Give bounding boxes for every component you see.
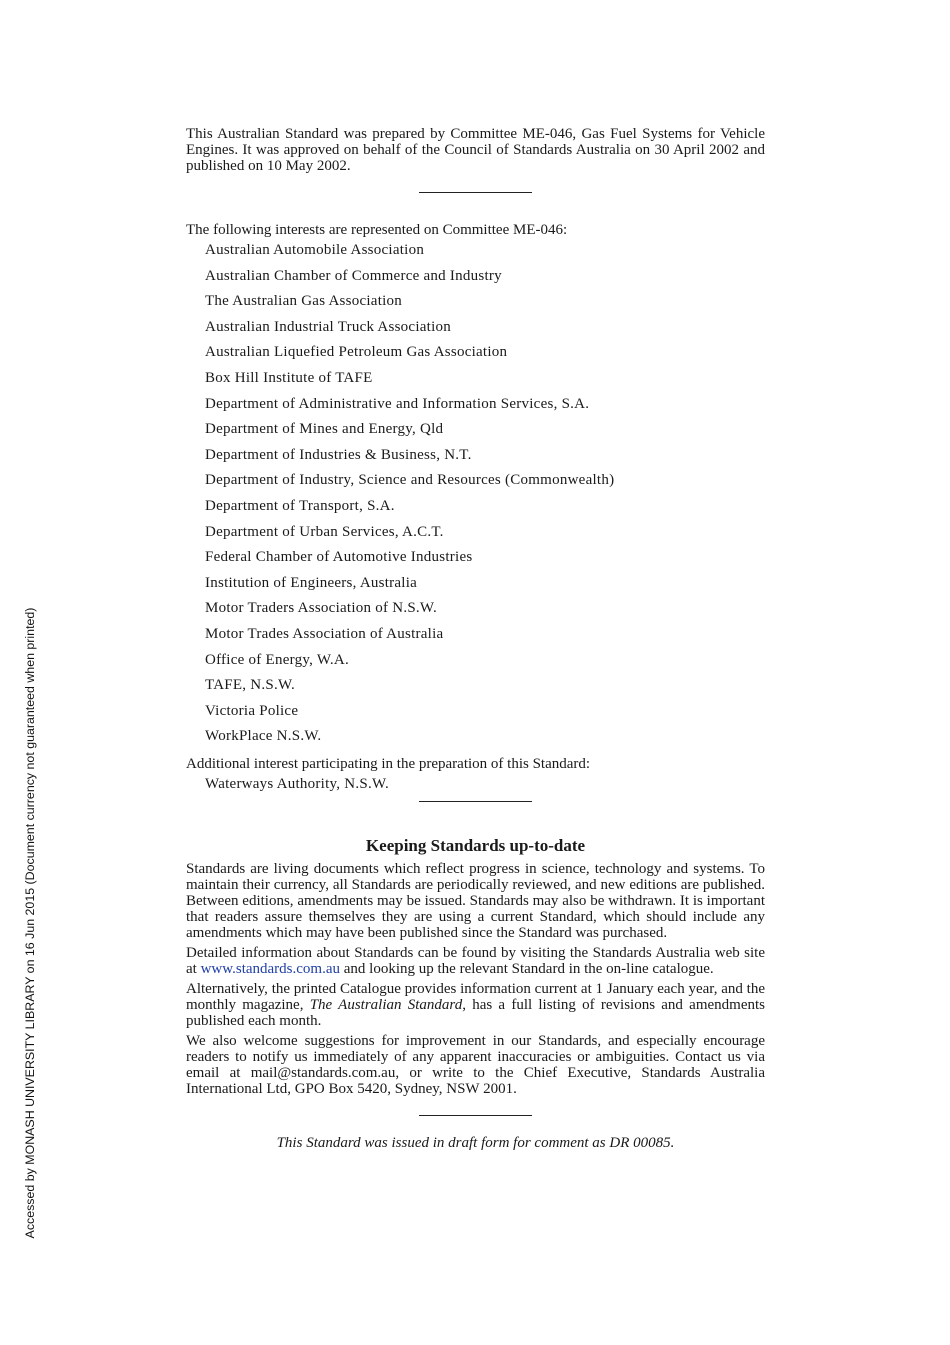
committee-member: Institution of Engineers, Australia (205, 574, 418, 591)
section-divider (419, 1115, 532, 1116)
document-page (186, 126, 765, 1153)
standards-website-link[interactable]: www.standards.com.au (200, 960, 340, 977)
committee-member: Department of Mines and Energy, Qld (205, 421, 444, 438)
committee-member: Motor Traders Association of N.S.W. (205, 600, 437, 617)
committee-member: Australian Chamber of Commerce and Industry (205, 267, 502, 284)
committee-member: WorkPlace N.S.W. (205, 728, 322, 745)
additional-interest-heading: Additional interest participating in the preparation of this Standard: (186, 755, 591, 772)
paragraph-text: Detailed information about Standards can be found by visiting the Standards Australia web site at (186, 944, 765, 977)
paragraph-text: , has a full listing of revisions and amendments published each month. (186, 996, 765, 1029)
additional-interest-member: Waterways Authority, N.S.W. (205, 775, 389, 792)
section-divider (419, 801, 532, 802)
committee-member: Department of Urban Services, A.C.T. (205, 523, 444, 540)
paragraph-text: Alternatively, the printed Catalogue provides information current at 1 January each year, and the monthly magazine, (186, 980, 765, 1013)
section-divider (419, 192, 532, 193)
additional-interest-list (186, 774, 765, 799)
committee-member: Motor Trades Association of Australia (205, 625, 444, 642)
magazine-title: The Australian Standard (309, 996, 463, 1013)
paragraph-text: and looking up the relevant Standard in the on-line catalogue. (340, 960, 714, 977)
committee-member: Australian Industrial Truck Association (205, 318, 451, 335)
committee-member: Federal Chamber of Automotive Industries (205, 549, 473, 566)
committee-member: TAFE, N.S.W. (205, 677, 296, 694)
keeping-paragraph-3 (186, 981, 765, 1029)
committee-member: Department of Transport, S.A. (205, 497, 395, 514)
keeping-paragraph-1: Standards are living documents which reflect progress in science, technology and systems. To maintain their currency, all Standards are periodically reviewed, and new editions are published. Between editions, amendments may be issued. Standards may also be withdrawn. It is important that readers assure themselves they are using a current Standard, which should include any amendments which may have been published since the Standard was purchased. (186, 860, 765, 941)
keeping-paragraph-4: We also welcome suggestions for improvement in our Standards, and especially encourage readers to notify us immediately of any apparent inaccuracies or ambiguities. Contact us via email at mail@standards.com.au, or write to the Chief Executive, Standards Australia International Ltd, GPO Box 5420, Sydney, NSW 2001. (186, 1032, 765, 1097)
committee-member: Department of Industries & Business, N.T. (205, 446, 472, 463)
committee-member: Office of Energy, W.A. (205, 651, 349, 668)
intro-paragraph: This Australian Standard was prepared by Committee ME-046, Gas Fuel Systems for Vehicle Engines. It was approved on behalf of the Council of Standards Australia on 30 April 2002 and published on 10 May 2002. (186, 126, 765, 174)
committee-member: Victoria Police (205, 702, 299, 719)
committee-member: Department of Administrative and Information Services, S.A. (205, 395, 590, 412)
committee-heading: The following interests are represented on Committee ME-046: (186, 222, 568, 238)
committee-member: Department of Industry, Science and Resources (Commonwealth) (205, 472, 615, 489)
access-watermark: Accessed by MONASH UNIVERSITY LIBRARY on 16 Jun 2015 (Document currency not guaranteed when printed) (23, 607, 37, 1239)
committee-member: Box Hill Institute of TAFE (205, 369, 373, 386)
committee-member: The Australian Gas Association (205, 293, 403, 310)
committee-member: Australian Liquefied Petroleum Gas Association (205, 344, 508, 361)
draft-footer-note: This Standard was issued in draft form for comment as DR 00085. (276, 1134, 675, 1151)
committee-member-list (186, 240, 765, 752)
committee-member: Australian Automobile Association (205, 242, 425, 258)
keeping-paragraph-2 (186, 945, 765, 977)
keeping-standards-title: Keeping Standards up-to-date (365, 835, 586, 855)
